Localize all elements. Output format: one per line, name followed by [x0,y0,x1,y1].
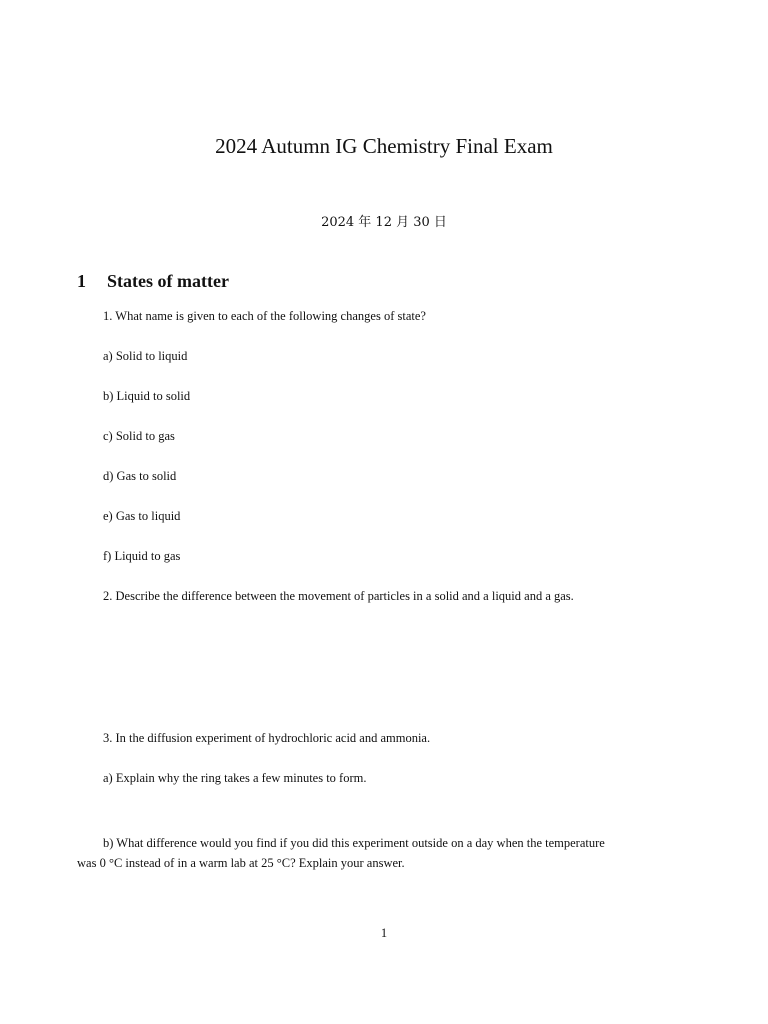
question-2: 2. Describe the difference between the movement of particles in a solid and a liquid and a gas. [103,589,574,603]
section-title: States of matter [107,271,229,291]
question-3b-line-1: b) What difference would you find if you did this experiment outside on a day when the temperature [103,836,605,850]
exam-date: 2024 年 12 月 30 日 [321,215,447,230]
exam-title: 2024 Autumn IG Chemistry Final Exam [215,134,553,158]
question-3a: a) Explain why the ring takes a few minutes to form. [103,771,367,785]
question-1b: b) Liquid to solid [103,389,191,403]
question-1e: e) Gas to liquid [103,509,181,523]
section-number: 1 [77,271,86,291]
question-1d: d) Gas to solid [103,469,177,483]
question-3b-line-2: was 0 °C instead of in a warm lab at 25 °C? Explain your answer. [77,856,405,870]
question-3: 3. In the diffusion experiment of hydrochloric acid and ammonia. [103,731,431,745]
question-1f: f) Liquid to gas [103,549,181,563]
question-1a: a) Solid to liquid [103,349,188,363]
page-number: 1 [380,926,388,940]
question-1: 1. What name is given to each of the following changes of state? [103,309,426,323]
section-heading [77,269,229,293]
question-1c: c) Solid to gas [103,429,175,443]
